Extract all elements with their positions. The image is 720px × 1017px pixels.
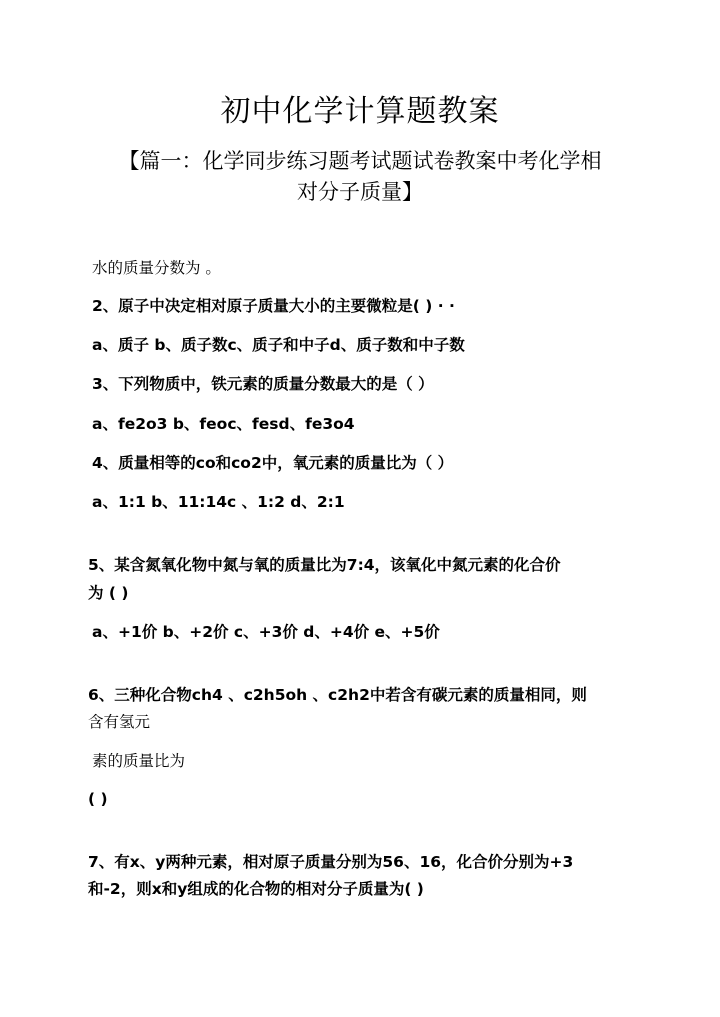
document-subtitle bbox=[70, 146, 650, 208]
question-6-continued: 含有氢元 bbox=[88, 713, 151, 731]
question-5-options: a、+1价 b、+2价 c、+3价 d、+4价 e、+5价 bbox=[92, 623, 440, 641]
question-2: 2、原子中决定相对原子质量大小的主要微粒是( ) · · bbox=[92, 297, 455, 315]
question-3-options: a、fe2o3 b、feoc、fesd、fe3o4 bbox=[92, 415, 355, 433]
text-line: 水的质量分数为 。 bbox=[92, 259, 221, 277]
subtitle-line: 【篇一：化学同步练习题考试题试卷教案中考化学相 bbox=[118, 149, 602, 173]
question-6-answer: ( ) bbox=[88, 790, 108, 808]
question-2-options: a、质子 b、质子数c、质子和中子d、质子数和中子数 bbox=[92, 336, 465, 354]
question-6: 6、三种化合物ch4 、c2h5oh 、c2h2中若含有碳元素的质量相同，则 bbox=[88, 686, 587, 704]
question-5-continued: 为 ( ) bbox=[88, 584, 129, 602]
question-4: 4、质量相等的co和co2中，氧元素的质量比为（ ） bbox=[92, 454, 454, 472]
subtitle-line: 对分子质量】 bbox=[297, 180, 423, 204]
question-3: 3、下列物质中，铁元素的质量分数最大的是（ ） bbox=[92, 375, 434, 393]
question-7-continued: 和-2，则x和y组成的化合物的相对分子质量为( ) bbox=[88, 880, 424, 898]
question-5: 5、某含氮氧化物中氮与氧的质量比为7:4，该氧化中氮元素的化合价 bbox=[88, 556, 561, 574]
question-6-continued: 素的质量比为 bbox=[92, 752, 186, 770]
question-4-options: a、1:1 b、11:14c 、1:2 d、2:1 bbox=[92, 493, 345, 511]
document-title: 初中化学计算题教案 bbox=[220, 94, 500, 129]
question-7: 7、有x、y两种元素，相对原子质量分别为56、16，化合价分别为+3 bbox=[88, 853, 574, 871]
